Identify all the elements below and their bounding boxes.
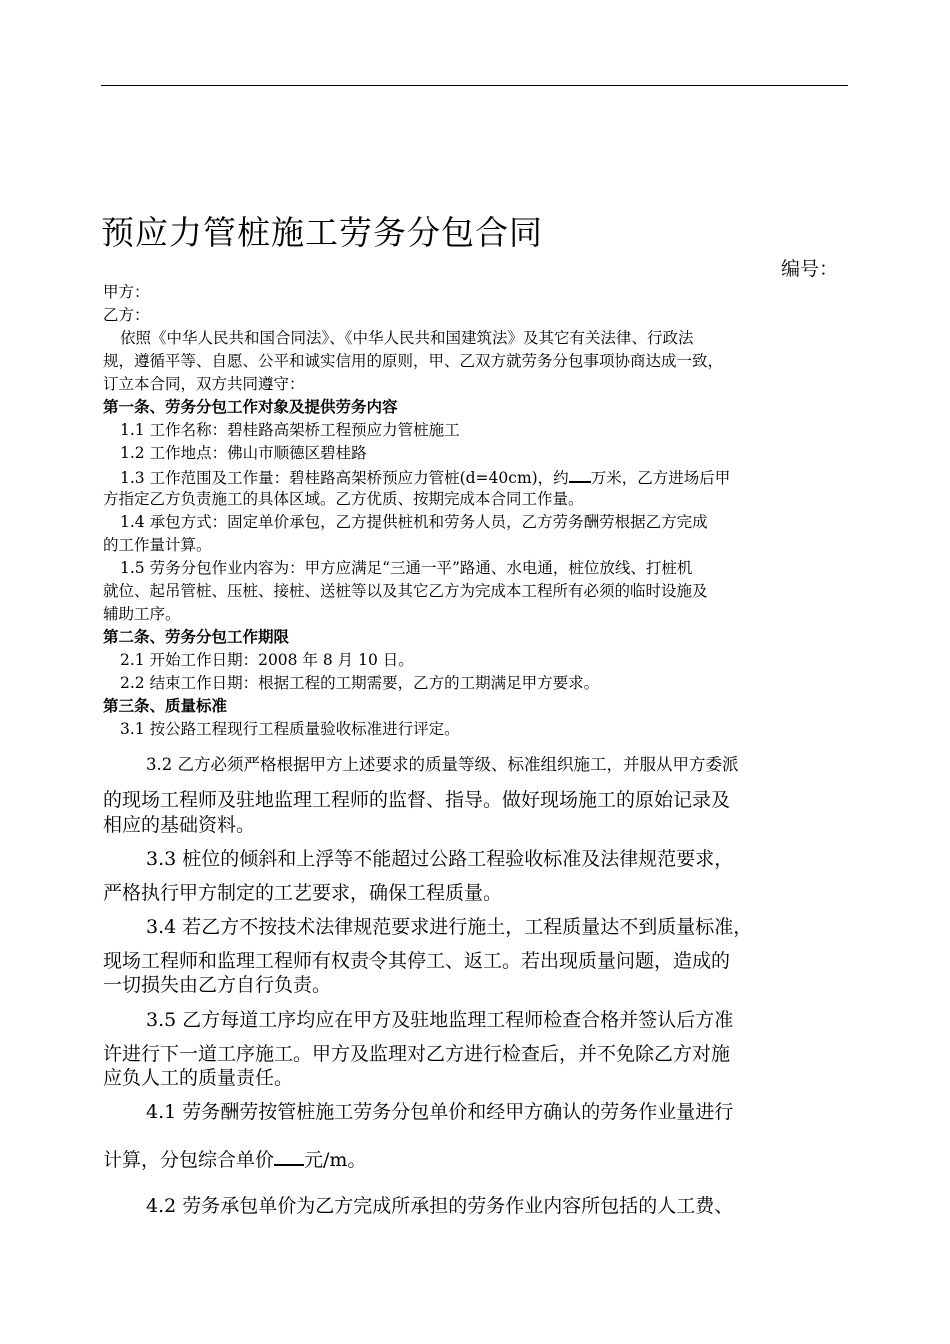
- clause-4-1: 4.1 劳务酬劳按管桩施工劳务分包单价和经甲方确认的劳务作业量进行: [146, 1101, 734, 1123]
- preamble-line: 依照《中华人民共和国合同法》、《中华人民共和国建筑法》及其它有关法律、行政法: [120, 329, 694, 347]
- clause-3-2-cont: 相应的基础资料。: [103, 814, 256, 836]
- clause-1-5: 1.5 劳务分包作业内容为：甲方应满足“三通一平”路通、水电通，桩位放线、打桩机: [120, 559, 693, 577]
- clause-3-2: 3.2 乙方必须严格根据甲方上述要求的质量等级、标准组织施工，并服从甲方委派: [146, 755, 739, 774]
- clause-3-4-cont: 现场工程师和监理工程师有权责令其停工、返工。若出现质量问题，造成的: [103, 950, 731, 972]
- clause-2-1: 2.1 开始工作日期：2008 年 8 月 10 日。: [120, 651, 414, 669]
- article-2-heading: 第二条、劳务分包工作期限: [103, 628, 290, 646]
- party-a-label: 甲方：: [103, 283, 150, 301]
- header-rule: [101, 85, 848, 86]
- article-1-heading: 第一条、劳务分包工作对象及提供劳务内容: [103, 398, 398, 416]
- clause-3-3: 3.3 桩位的倾斜和上浮等不能超过公路工程验收标准及法律规范要求，: [146, 848, 734, 870]
- clause-1-3-text: 万米，乙方进场后甲: [590, 469, 731, 487]
- clause-3-4-cont: 一切损失由乙方自行负责。: [103, 974, 332, 996]
- preamble-line: 订立本合同，双方共同遵守：: [103, 375, 305, 393]
- clause-1-4-cont: 的工作量计算。: [103, 536, 212, 554]
- contract-number-label: 编号：: [780, 258, 838, 280]
- clause-3-5-cont: 许进行下一道工序施工。甲方及监理对乙方进行检查后，并不免除乙方对施: [103, 1043, 731, 1065]
- clause-1-4: 1.4 承包方式：固定单价承包，乙方提供桩机和劳务人员，乙方劳务酬劳根据乙方完成: [120, 513, 708, 531]
- clause-1-5-cont: 辅助工序。: [103, 605, 181, 623]
- clause-3-3-cont: 严格执行甲方制定的工艺要求，确保工程质量。: [103, 882, 503, 904]
- preamble-line: 规，遵循平等、自愿、公平和诚实信用的原则，甲、乙双方就劳务分包事项协商达成一致，: [103, 352, 724, 370]
- document-title: 预应力管桩施工劳务分包合同: [101, 213, 543, 252]
- clause-2-2: 2.2 结束工作日期：根据工程的工期需要，乙方的工期满足甲方要求。: [120, 674, 600, 692]
- clause-1-1: 1.1 工作名称：碧桂路高架桥工程预应力管桩施工: [120, 421, 460, 439]
- clause-3-5: 3.5 乙方每道工序均应在甲方及驻地监理工程师检查合格并签认后方准: [146, 1009, 734, 1031]
- clause-4-2: 4.2 劳务承包单价为乙方完成所承担的劳务作业内容所包括的人工费、: [146, 1195, 734, 1217]
- clause-1-3-cont: 方指定乙方负责施工的具体区域。乙方优质、按期完成本合同工作量。: [103, 490, 584, 508]
- party-b-label: 乙方：: [103, 306, 150, 324]
- article-3-heading: 第三条、质量标准: [103, 697, 228, 715]
- clause-1-3-text: 1.3 工作范围及工作量：碧桂路高架桥预应力管桩(d=40cm)，约: [120, 469, 569, 487]
- clause-3-4: 3.4 若乙方不按技术法律规范要求进行施土，工程质量达不到质量标准，: [146, 916, 753, 938]
- clause-1-3: [120, 465, 730, 490]
- clause-3-5-cont: 应负人工的质量责任。: [103, 1067, 294, 1089]
- blank-underline: [274, 1146, 304, 1166]
- clause-3-2-cont: 的现场工程师及驻地监理工程师的监督、指导。做好现场施工的原始记录及: [103, 789, 731, 811]
- clause-3-1: 3.1 按公路工程现行工程质量验收标准进行评定。: [120, 720, 460, 738]
- clause-1-2: 1.2 工作地点：佛山市顺德区碧桂路: [120, 444, 367, 462]
- clause-4-1-text: 计算，分包综合单价: [103, 1149, 275, 1171]
- blank-underline: [569, 465, 591, 483]
- clause-1-5-cont: 就位、起吊管桩、压桩、接桩、送桩等以及其它乙方为完成本工程所有必须的临时设施及: [103, 582, 708, 600]
- clause-4-1-text: 元/m。: [304, 1149, 367, 1171]
- clause-4-1-cont: [103, 1146, 366, 1173]
